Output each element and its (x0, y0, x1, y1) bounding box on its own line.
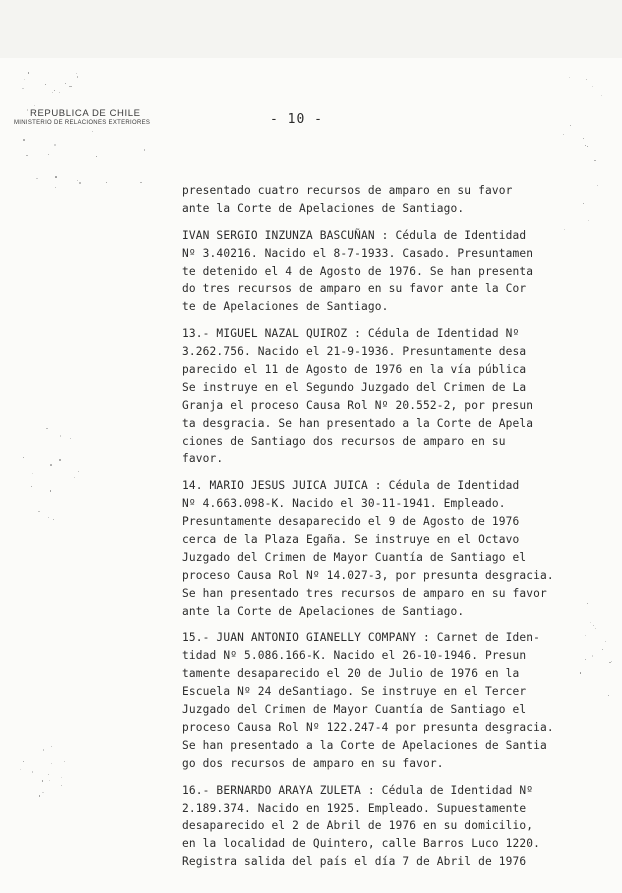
text-line: 13.- MIGUEL NAZAL QUIROZ : Cédula de Identidad Nº (182, 327, 520, 341)
letterhead-ministry: MINISTERIO DE RELACIONES EXTERIORES (14, 120, 151, 126)
text-line: Escuela Nº 24 deSantiago. Se instruye en el Tercer (182, 685, 527, 699)
paragraph-gap (182, 773, 612, 782)
scan-speck (78, 471, 79, 472)
text-line: favor. (182, 452, 224, 466)
text-line: Registra salida del país el día 7 de Abril de 1976 (182, 855, 527, 869)
text-line: proceso Causa Rol Nº 122.247-4 por presunta desgracia. (182, 720, 554, 734)
text-line: te de Apelaciones de Santiago. (182, 300, 389, 314)
scan-speck (564, 229, 565, 230)
text-line: do tres recursos de amparo en su favor ante la Cor (182, 282, 527, 296)
paragraph-gap (182, 218, 612, 227)
scan-speck (32, 473, 33, 474)
text-line: 2.189.374. Nacido en 1925. Empleado. Supuestamente (182, 801, 527, 815)
text-line: Se instruye en el Segundo Juzgado del Crimen de La (182, 380, 527, 394)
scan-speck (585, 659, 586, 660)
scan-speck (65, 83, 66, 84)
text-line: ante la Corte de Apelaciones de Santiago. (182, 604, 465, 618)
text-line: Presuntamente desaparecido el 9 de Agosto de 1976 (182, 515, 520, 529)
text-line: desaparecido el 2 de Abril de 1976 en su domicilio, (182, 819, 534, 833)
text-line: Se han presentado a la Corte de Apelaciones de Santia (182, 738, 547, 752)
paragraph (182, 782, 612, 871)
paragraph (182, 477, 612, 620)
scan-speck (601, 95, 602, 96)
scan-speck (106, 182, 107, 183)
scan-speck (602, 649, 603, 650)
letterhead-republic: REPUBLICA DE CHILE (30, 108, 141, 119)
text-line: 3.262.756. Nacido el 21-9-1936. Presuntamente desa (182, 345, 527, 359)
text-line: 14. MARIO JESUS JUICA JUICA : Cédula de Identidad (182, 479, 520, 493)
scan-speck (569, 77, 570, 78)
text-line: Granja el proceso Causa Rol Nº 20.552-2, por presun (182, 398, 534, 412)
scan-speck (140, 182, 141, 183)
scan-speck (23, 139, 24, 140)
text-line: te detenido el 4 de Agosto de 1976. Se han presenta (182, 264, 534, 278)
scan-speck (38, 511, 39, 512)
letterhead (14, 108, 150, 126)
paragraph (182, 182, 612, 218)
paragraph-gap (182, 620, 612, 629)
text-line: tamente desaparecido el 20 de Julio de 1976 en la (182, 667, 520, 681)
scan-speck (608, 695, 609, 696)
text-line: 15.- JUAN ANTONIO GIANELLY COMPANY : Carnet de Iden- (182, 631, 541, 645)
scan-speck (42, 792, 43, 793)
paragraph (182, 629, 612, 772)
scan-speck (611, 661, 612, 662)
text-line: cerca de la Plaza Egaña. Se instruye en el Octavo (182, 533, 520, 547)
text-line: ta desgracia. Se han presentado a la Corte de Apela (182, 416, 534, 430)
text-line: tidad Nº 5.086.166-K. Nacido el 26-10-1946. Presun (182, 649, 527, 663)
scan-speck (595, 628, 596, 629)
text-line: en la localidad de Quintero, calle Barros Luco 1220. (182, 837, 541, 851)
scan-speck (587, 603, 588, 604)
page-number: - 10 - (270, 112, 323, 127)
scan-speck (51, 763, 52, 764)
scan-speck (31, 486, 32, 487)
scan-speck (60, 435, 61, 436)
scan-speck (36, 178, 38, 180)
text-line: Se han presentado tres recursos de amparo en su favor (182, 586, 547, 600)
scan-speck (580, 672, 581, 673)
text-line: Nº 3.40216. Nacido el 8-7-1933. Casado. Presuntamen (182, 246, 534, 260)
text-line: parecido el 11 de Agosto de 1976 en la vía pública (182, 363, 527, 377)
scan-speck (570, 125, 571, 126)
scan-speck (23, 761, 24, 762)
paragraph-gap (182, 316, 612, 325)
scan-speck (27, 109, 28, 110)
text-line: 16.- BERNARDO ARAYA ZULETA : Cédula de Identidad Nº (182, 783, 534, 797)
scan-speck (45, 84, 46, 85)
scan-speck (585, 145, 586, 146)
scan-speck (74, 477, 75, 478)
scan-speck (54, 144, 55, 145)
text-line: go dos recursos de amparo en su favor. (182, 756, 444, 770)
text-line: Juzgado del Crimen de Mayor Cuantía de Santiago el (182, 703, 527, 717)
scan-speck (61, 777, 62, 778)
text-line: presentado cuatro recursos de amparo en su favor (182, 184, 513, 197)
scan-speck (70, 438, 71, 439)
paragraph (182, 325, 612, 468)
text-line: IVAN SERGIO INZUNZA BASCUÑAN : Cédula de Identidad (182, 228, 527, 242)
paragraph-gap (182, 468, 612, 477)
text-line: Juzgado del Crimen de Mayor Cuantía de Santiago el (182, 550, 527, 564)
scan-speck (55, 176, 57, 178)
text-line: Nº 4.663.098-K. Nacido el 30-11-1941. Empleado. (182, 497, 506, 511)
scan-speck (605, 641, 606, 642)
scan-speck (54, 90, 55, 91)
document-body (182, 182, 612, 871)
scan-speck (28, 72, 30, 74)
scan-speck (59, 459, 60, 460)
scan-speck (51, 746, 52, 747)
scan-speck (55, 187, 56, 188)
text-line: proceso Causa Rol Nº 14.027-3, por presunta desgracia. (182, 568, 554, 582)
scan-speck (79, 182, 80, 183)
text-line: ciones de Santiago dos recursos de amparo en su (182, 434, 506, 448)
scan-speck (24, 79, 25, 80)
scan-speck (26, 155, 27, 156)
paragraph (182, 227, 612, 316)
scan-speck (48, 774, 49, 775)
scan-speck (50, 464, 52, 466)
text-line: ante la Corte de Apelaciones de Santiago. (182, 201, 465, 215)
